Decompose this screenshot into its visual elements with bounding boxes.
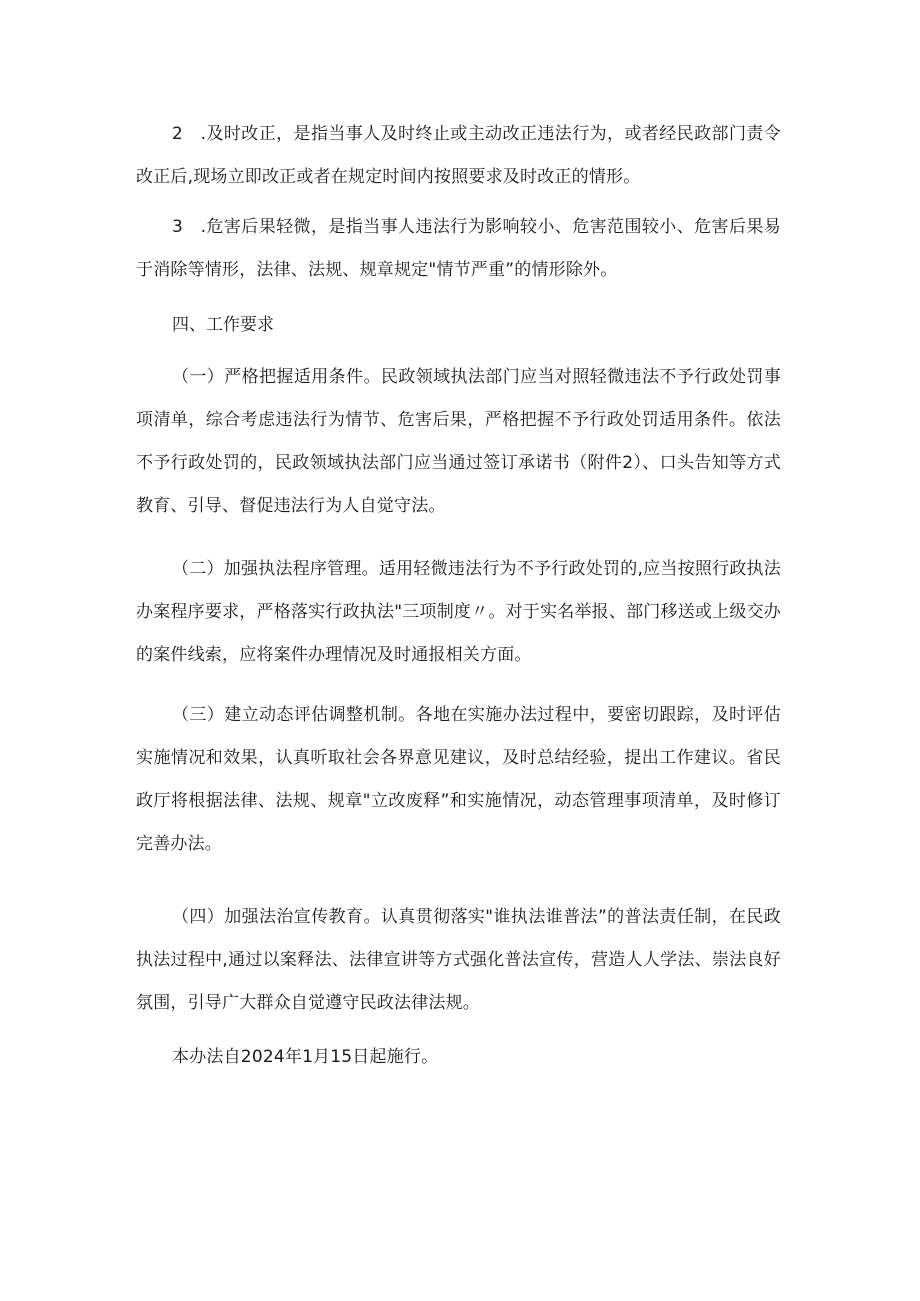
paragraph-requirement-4: （四）加强法治宣传教育。认真贯彻落实"谁执法谁普法”的普法责任制，在民政执法过程中,通过以案释法、法律宣讲等方式强化普法宣传，营造人人学法、崇法良好氛围，引导广大群众自觉遵守民政法律法规。: [136, 907, 781, 1013]
paragraph-timely-correction: 2 .及时改正，是指当事人及时终止或主动改正违法行为，或者经民政部门责令改正后,现场立即改正或者在规定时间内按照要求及时改正的情形。: [136, 124, 781, 187]
section-heading-work-requirements: 四、工作要求: [172, 315, 274, 335]
paragraph-effective-date: 本办法自2024年1月15日起施行。: [172, 1047, 439, 1067]
paragraph-requirement-2: （二）加强执法程序管理。适用轻微违法行为不予行政处罚的,应当按照行政执法办案程序要求，严格落实行政执法"三项制度〃。对于实名举报、部门移送或上级交办的案件线索，应将案件办理情况及时通报相关方面。: [136, 559, 781, 665]
paragraph-minor-harm: 3 .危害后果轻微，是指当事人违法行为影响较小、危害范围较小、危害后果易于消除等情形，法律、法规、规章规定"情节严重”的情形除外。: [136, 217, 781, 280]
paragraph-requirement-1: （一）严格把握适用条件。民政领域执法部门应当对照轻微违法不予行政处罚事项清单，综合考虑违法行为情节、危害后果，严格把握不予行政处罚适用条件。依法不予行政处罚的，民政领域执法部门应当通过签订承诺书（附件2）、口头告知等方式教育、引导、督促违法行为人自觉守法。: [136, 367, 781, 516]
paragraph-requirement-3: （三）建立动态评估调整机制。各地在实施办法过程中，要密切跟踪，及时评估实施情况和效果，认真听取社会各界意见建议，及时总结经验，提出工作建议。省民政厅将根据法律、法规、规章"立改废释”和实施情况，动态管理事项清单，及时修订完善办法。: [136, 705, 781, 854]
